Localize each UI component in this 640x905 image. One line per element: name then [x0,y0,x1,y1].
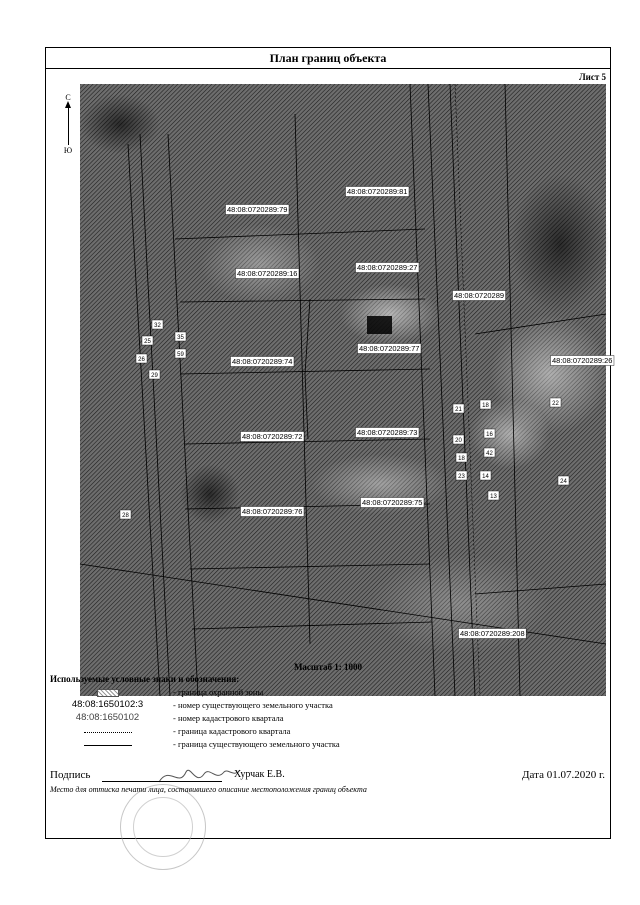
parcel-label-text: 48:08:0720289 [454,291,505,300]
legend-item-parcel-number [50,699,590,711]
point-label-text: 18 [458,456,465,462]
legend-symbol: 48:08:1650102 [75,712,140,723]
parcel-label [453,291,506,301]
compass-south-label: Ю [63,146,73,155]
parcel-label [356,428,419,438]
signer-name: Хурчак Е.В. [234,769,285,780]
legend-text: - номер кадастрового квартала [173,713,284,723]
point-label-text: 21 [455,407,462,413]
point-label-text: 35 [177,335,184,341]
map-scale: Масштаб 1: 1000 [293,662,363,672]
point-label-text: 18 [482,403,489,409]
dotted-line-icon [84,732,132,733]
parcel-label [236,269,299,279]
point-label-text: 23 [458,474,465,480]
point-label [453,404,464,413]
legend-item-quarter-boundary [50,725,590,737]
legend-item-parcel-boundary [50,738,590,750]
legend-text: - номер существующего земельного участка [173,700,333,710]
point-label-text: 14 [482,474,489,480]
parcel-label-text: 48:08:0720289:81 [347,187,408,196]
point-label [456,453,467,462]
point-label [175,349,186,358]
point-label [484,448,495,457]
parcel-label-text: 48:08:0720289:73 [357,428,418,437]
point-label [152,320,163,329]
legend-title: Используемые условные знаки и обозначения: [50,674,240,684]
parcel-label [361,498,424,508]
hatched-zone-icon [97,689,119,697]
parcel-label [459,629,527,639]
point-label [453,435,464,444]
signature-date: Дата 01.07.2020 г. [522,769,605,781]
point-label-text: 24 [560,479,567,485]
point-label-text: 16 [486,432,493,438]
map-canvas [80,84,613,696]
solid-line-icon [84,745,132,746]
point-label-text: 32 [154,323,161,329]
signature-label: Подпись [50,769,91,781]
point-label [175,332,186,341]
legend-text: - граница кадастрового квартала [173,726,291,736]
point-label-text: 22 [552,401,559,407]
compass-rose [58,93,78,155]
point-label [480,400,491,409]
point-label-text: 42 [486,451,493,457]
parcel-label [346,187,409,197]
parcel-label [358,344,421,354]
parcel-label [241,507,304,517]
seal-stamp [120,784,206,870]
point-label-text: 59 [177,352,184,358]
aerial-map [80,84,613,696]
legend-text: - граница существующего земельного участка [173,739,340,749]
point-label [550,398,561,407]
parcel-label-text: 48:08:0720289:77 [359,344,420,353]
legend-item-quarter-number [50,712,590,724]
parcel-label [241,432,304,442]
point-label [136,354,147,363]
compass-north-label: С [65,93,71,102]
legend-text: - граница охранной зоны [173,687,264,697]
point-label-text: 29 [151,373,158,379]
point-label [488,491,499,500]
signature-line [102,781,222,782]
point-label [456,471,467,480]
parcel-label [226,205,289,215]
point-label-text: 20 [455,438,462,444]
parcel-label-text: 48:08:0720289:27 [357,263,418,272]
point-label [149,370,160,379]
parcel-label [551,356,614,366]
point-label [484,429,495,438]
parcel-label [356,263,419,273]
point-label-text: 26 [138,357,145,363]
point-label [142,336,153,345]
point-label [480,471,491,480]
north-arrow-icon [68,103,69,145]
parcel-label-text: 48:08:0720289:79 [227,205,288,214]
point-label-text: 28 [122,513,129,519]
point-label-text: 13 [490,494,497,500]
legend-symbol: 48:08:1650102:3 [71,699,144,710]
point-label-text: 25 [144,339,151,345]
parcel-label-text: 48:08:0720289:75 [362,498,423,507]
parcel-label-text: 48:08:0720289:16 [237,269,298,278]
parcel-label-text: 48:08:0720289:26 [552,356,613,365]
stamp-note: Место для оттиска печати лица, составившего описание местоположения границ объекта [50,785,367,794]
sheet-number: Лист 5 [578,72,606,82]
parcel-label-text: 48:08:0720289:208 [460,629,525,638]
parcel-label-text: 48:08:0720289:76 [242,507,303,516]
document-title: План границ объекта [46,48,610,69]
point-label [120,510,131,519]
parcel-label-text: 48:08:0720289:72 [242,432,303,441]
parcel-label [231,357,294,367]
plan-sheet [45,47,611,839]
legend-item-protection-zone [50,686,590,698]
parcel-label-text: 48:08:0720289:74 [232,357,293,366]
point-label [558,476,569,485]
